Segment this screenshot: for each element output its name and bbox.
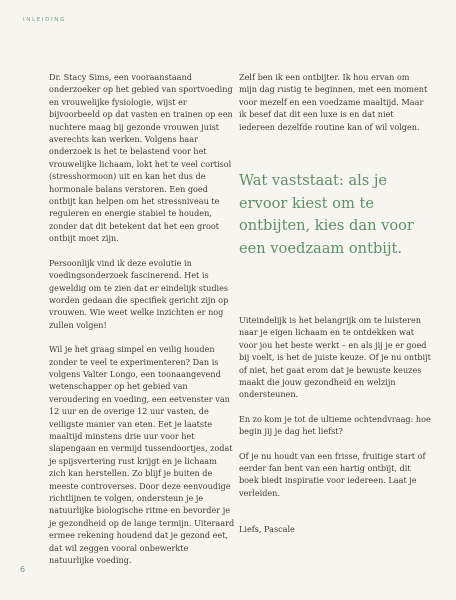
paragraph: Persoonlijk vind ik deze evolutie in voedingsonderzoek fascinerend. Het is geweldig om te zien dat er eindelijk studies worden gedaan die specifiek gericht zijn op vrouwen. Wie weet welke inzichten er nog zullen volgen! bbox=[49, 257, 229, 330]
page-number: 6 bbox=[20, 565, 26, 574]
pull-quote: Wat vaststaat: als je ervoor kiest om te ontbijten, kies dan voor een voedzaam ontbijt. bbox=[239, 172, 414, 257]
paragraph: Wil je het graag simpel en veilig houden zonder te veel te experimenteren? Dan is volgens Valter Longo, een toonaangevend wetenschapper op het gebied van veroudering en voeding, een eetvenster van 12 uur en de overige 12 uur vasten, de veiligste manier van eten. Eet je laatste maaltijd minstens drie uur voor het slapengaan en vermijd tussendoortjes, zodat je spijsvertering rust krijgt en je lichaam zich kan herstellen. Zo blijf je buiten de meeste controverses. Door deze eenvoudige richtlijnen te volgen, ondersteun je je natuurlijke biologische ritme en bevorder je je gezondheid op de lange termijn. Uiteraard ermee rekening houdend dat je gezond eet, dat wil zeggen vooral onbewerkte natuurlijke voeding. bbox=[49, 344, 235, 566]
right-column-body bbox=[239, 314, 431, 499]
signature: Liefs, Pascale bbox=[239, 524, 295, 534]
paragraph: Uiteindelijk is het belangrijk om te luisteren naar je eigen lichaam en te ontdekken wat voor jou het beste werkt – en als jij je er goed bij voelt, is het de juiste keuze. Of je nu ontbijt of niet, het gaat erom dat je bewuste keuzes maakt die jouw gezondheid en welzijn ondersteunen. bbox=[239, 315, 431, 400]
paragraph: Zelf ben ik een ontbijter. Ik hou ervan om mijn dag rustig te beginnen, met een moment voor mezelf en een voedzame maaltijd. Maar ik besef dat dit een luxe is en dat niet iedereen dezelfde routine kan of wil volgen. bbox=[239, 72, 428, 132]
paragraph: En zo kom je tot de ultieme ochtendvraag: hoe begin jij je dag het liefst? bbox=[239, 413, 431, 437]
paragraph: Dr. Stacy Sims, een vooraanstaand onderzoeker op het gebied van sportvoeding en vrouwelijke fysiologie, wijst er bijvoorbeeld op dat vasten en trainen op een nuchtere maag bij gezonde vrouwen juist averechts kan werken. Volgens haar onderzoek is het te belastend voor het vrouwelijke lichaam, lokt het te veel cortisol (stresshormoon) uit en kan het dus de hormonale balans verstoren. Een goed ontbijt kan helpen om het stressniveau te reguleren en energie stabiel te houden, zonder dat dit betekent dat het een groot ontbijt moet zijn. bbox=[49, 72, 233, 244]
section-header: INLEIDING bbox=[23, 17, 67, 23]
paragraph: Of je nu houdt van een frisse, fruitige start of eerder fan bent van een hartig ontbijt, dit boek biedt inspiratie voor iedereen. Laat je verleiden. bbox=[239, 450, 426, 498]
left-column bbox=[49, 71, 235, 566]
right-column-intro bbox=[239, 71, 429, 133]
